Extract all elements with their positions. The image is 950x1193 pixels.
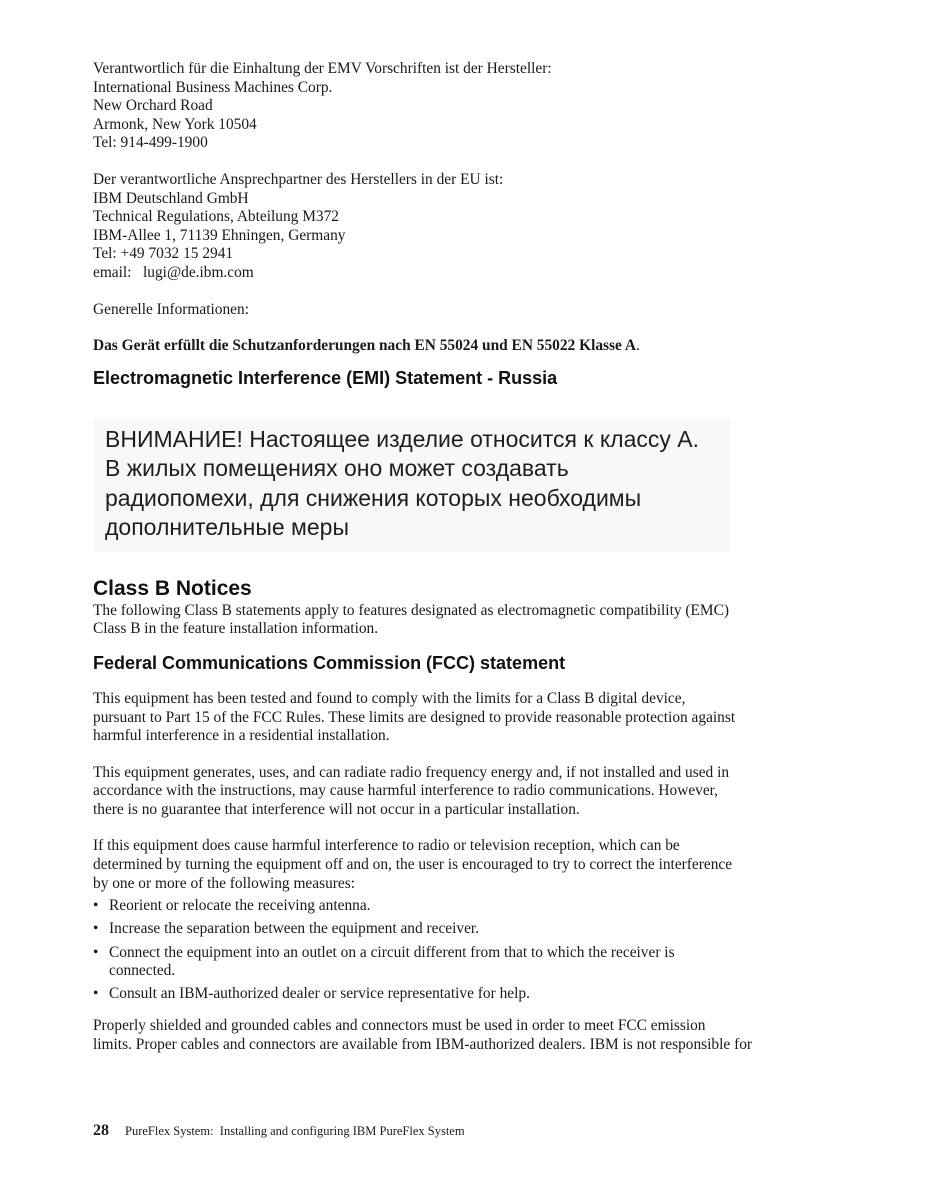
manufacturer-line: Armonk, New York 10504	[93, 115, 257, 133]
fcc-p2-line: accordance with the instructions, may cause harmful interference to radio communications. However,	[93, 782, 719, 800]
fcc-p2-line: This equipment generates, uses, and can radiate radio frequency energy and, if not installed and used in	[93, 763, 730, 781]
fcc-p1-line: harmful interference in a residential installation.	[93, 727, 390, 745]
russia-warning-line: радиопомехи, для снижения которых необходимы	[105, 484, 642, 511]
fcc-p4-line: limits. Proper cables and connectors are available from IBM-authorized dealers. IBM is not responsible for	[93, 1035, 753, 1053]
fcc-p3-line: determined by turning the equipment off and on, the user is encouraged to try to correct the interference	[93, 856, 733, 874]
class-b-intro-line: Class B in the feature installation information.	[93, 620, 379, 638]
fcc-p1-line: pursuant to Part 15 of the FCC Rules. These limits are designed to provide reasonable protection against	[93, 708, 736, 726]
fcc-p3-line: If this equipment does cause harmful interference to radio or television reception, which can be	[93, 837, 680, 855]
measure-text: Connect the equipment into an outlet on a circuit different from that to which the receiver is	[109, 943, 675, 961]
page-number: 28	[93, 1122, 109, 1139]
measure-text: Increase the separation between the equipment and receiver.	[109, 920, 480, 938]
russia-warning-line: ВНИМАНИЕ! Настоящее изделие относится к классу А.	[105, 425, 699, 452]
eu-contact-line: IBM-Allee 1, 71139 Ehningen, Germany	[93, 226, 346, 244]
compliance-period: .	[635, 337, 640, 355]
eu-contact-line: Der verantwortliche Ansprechpartner des Herstellers in der EU ist:	[93, 170, 504, 188]
fcc-paragraph-4	[93, 1017, 853, 1054]
bullet-icon: •	[93, 985, 99, 1003]
compliance-bold-text: Das Gerät erfüllt die Schutzanforderungen nach EN 55024 und EN 55022 Klasse A	[93, 337, 636, 355]
class-b-heading: Class B Notices	[93, 576, 252, 600]
manufacturer-address	[93, 60, 853, 153]
eu-contact-email: email: lugi@de.ibm.com	[93, 263, 254, 281]
document-page	[93, 60, 853, 1054]
fcc-paragraph-1	[93, 690, 853, 746]
class-b-intro	[93, 602, 853, 639]
eu-contact-line: IBM Deutschland GmbH	[93, 189, 249, 207]
general-info-label: Generelle Informationen:	[93, 300, 249, 318]
measure-text: connected.	[109, 962, 176, 980]
eu-contact-line: Technical Regulations, Abteilung M372	[93, 208, 339, 226]
fcc-measures-list	[93, 897, 853, 1004]
footer-title: PureFlex System: Installing and configuring IBM PureFlex System	[125, 1124, 465, 1138]
manufacturer-line: Tel: 914-499-1900	[93, 134, 208, 152]
measure-text: Reorient or relocate the receiving antenna.	[109, 897, 371, 915]
bullet-icon: •	[93, 920, 99, 938]
fcc-p1-line: This equipment has been tested and found to comply with the limits for a Class B digital device,	[93, 689, 686, 707]
manufacturer-line: Verantwortlich für die Einhaltung der EMV Vorschriften ist der Hersteller:	[93, 60, 552, 77]
emi-russia-heading: Electromagnetic Interference (EMI) Statement - Russia	[93, 367, 558, 388]
class-b-intro-line: The following Class B statements apply to features designated as electromagnetic compatibility (EMC)	[93, 601, 729, 619]
list-item	[93, 920, 853, 939]
list-item	[93, 985, 853, 1004]
russia-warning-image	[93, 419, 731, 551]
fcc-p3-line: by one or more of the following measures:	[93, 874, 356, 892]
russia-warning-line: В жилых помещениях оно может создавать	[105, 455, 569, 482]
list-item	[93, 897, 853, 916]
manufacturer-line: International Business Machines Corp.	[93, 78, 333, 96]
bullet-icon: •	[93, 897, 99, 915]
fcc-p2-line: there is no guarantee that interference will not occur in a particular installation.	[93, 800, 580, 818]
page-footer	[93, 1122, 465, 1140]
eu-contact-address	[93, 171, 853, 283]
list-item	[93, 944, 853, 981]
fcc-p4-line: Properly shielded and grounded cables and connectors must be used in order to meet FCC emission	[93, 1017, 706, 1034]
fcc-paragraph-2	[93, 764, 853, 820]
compliance-statement	[93, 337, 853, 356]
measure-text: Consult an IBM-authorized dealer or service representative for help.	[109, 985, 530, 1003]
bullet-icon: •	[93, 943, 99, 961]
russia-warning-line: дополнительные меры	[105, 514, 349, 541]
manufacturer-line: New Orchard Road	[93, 97, 213, 115]
fcc-paragraph-3	[93, 837, 853, 893]
eu-contact-line: Tel: +49 7032 15 2941	[93, 245, 234, 263]
fcc-heading: Federal Communications Commission (FCC) statement	[93, 652, 566, 673]
